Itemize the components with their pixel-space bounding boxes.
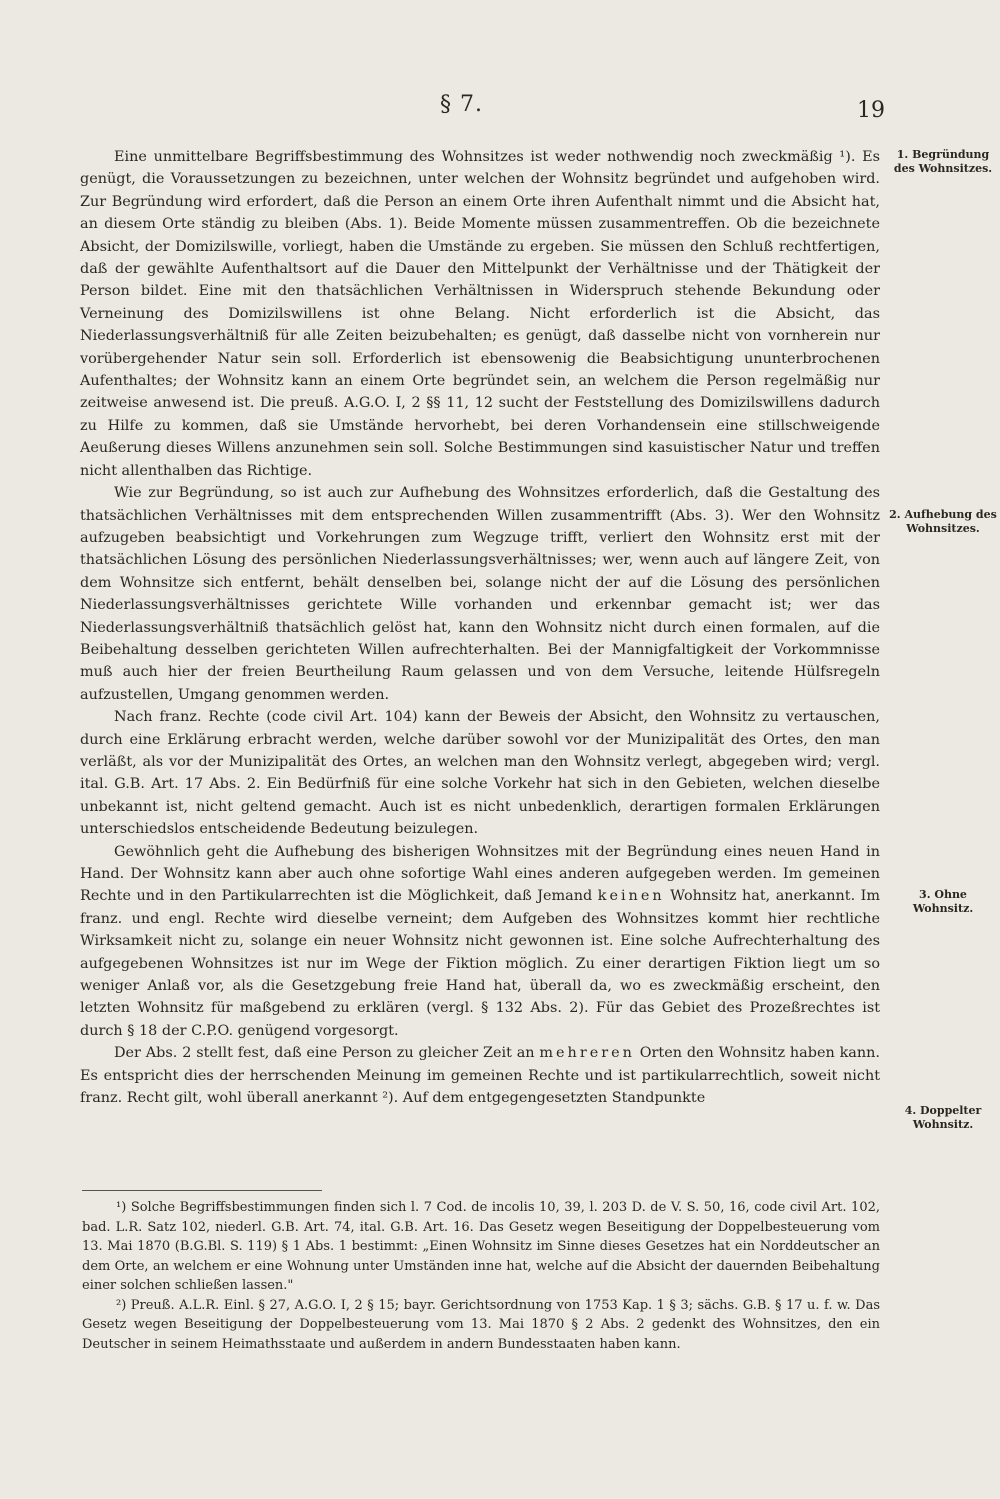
paragraph-doppelter-wohnsitz: Der Abs. 2 stellt fest, daß eine Person zu gleicher Zeit an mehreren Orten den Wohnsitz haben kann. Es entspricht dies der herrschenden Meinung im gemeinen Rechte und ist partikularrechtlich, soweit nicht franz. Recht gilt, wohl überall anerkannt ²). Auf dem entgegengesetzten Standpunkte — [80, 1045, 880, 1107]
margin-note-ohne-wohnsitz: 3. Ohne Wohnsitz. — [912, 888, 974, 915]
footnote-2: ²) Preuß. A.L.R. Einl. § 27, A.G.O. I, 2 § 15; bayr. Gerichtsordnung von 1753 Kap. 1 § 3; sächs. G.B. § 17 u. f. w. Das Gesetz wegen Beseitigung der Doppelbesteuerung vom 13. Mai 1870 § 2 Abs. 2 gedenkt des Wohnsitzes, den ein Deutscher in seinem Heimathsstaate und außerdem in andern Bundesstaaten haben kann. — [82, 1297, 880, 1352]
emphasis-keinen: keinen — [597, 888, 665, 905]
margin-note-doppelter-wohnsitz: 4. Doppelter Wohnsitz. — [904, 1104, 982, 1131]
paragraph-aufhebung: Wie zur Begründung, so ist auch zur Aufhebung des Wohnsitzes erforderlich, daß die Gestaltung des thatsächlichen Verhältnisses mit dem entsprechenden Willen zusammentrifft (Abs. 3). Wer den Wohnsitz aufzugeben beabsichtigt und Vorkehrungen zum Wegzuge trifft, verliert den Wohnsitz erst mit der thatsächlichen Lösung des persönlichen Niederlassungsverhältnisses; wer, wenn auch auf längere Zeit, von dem Wohnsitze sich entfernt, behält denselben bei, solange nicht der auf die Lösung des persönlichen Niederlassungsverhältnisses gerichtete Wille vorhanden und erkennbar gemacht ist; wer das Niederlassungsverhältniß thatsächlich gelöst hat, kann den Wohnsitz nicht durch einen formalen, auf die Beibehaltung desselben gerichteten Willen aufrechterhalten. Bei der Mannigfaltigkeit der Vorkommnisse muß auch hier der freien Beurtheilung Raum gelassen und von dem Versuche, leitende Hülfsregeln aufzustellen, Umgang genommen werden. — [80, 485, 880, 703]
paragraph-ohne-wohnsitz: Gewöhnlich geht die Aufhebung des bisherigen Wohnsitzes mit der Begründung eines neuen Hand in Hand. Der Wohnsitz kann aber auch ohne sofortige Wahl eines anderen aufgegeben werden. Im gemeinen Rechte und in den Partikularrechten ist die Möglichkeit, daß Jemand keinen Wohnsitz hat, anerkannt. Im franz. und engl. Rechte wird dieselbe verneint; dem Aufgeben des Wohnsitzes kommt hier rechtliche Wirksamkeit nicht zu, solange ein neuer Wohnsitz nicht gewonnen ist. Eine solche Aufrechterhaltung des aufgegebenen Wohnsitzes ist nur im Wege der Fiktion möglich. Zu einer derartigen Fiktion liegt um so weniger Anlaß vor, als die Gesetzgebung freie Hand hat, überall da, wo es zweckmäßig erscheint, den letzten Wohnsitz für maßgebend zu erklären (vergl. § 132 Abs. 2). Für das Gebiet des Prozeßrechtes ist durch § 18 der C.P.O. genügend vorgesorgt. — [80, 843, 880, 1039]
margin-note-begruendung: 1. Begründung des Wohnsitzes. — [893, 148, 993, 175]
main-text — [80, 146, 880, 1109]
footnote-1: ¹) Solche Begriffsbestimmungen finden sich l. 7 Cod. de incolis 10, 39, l. 203 D. de V. S. 50, 16, code civil Art. 102, bad. L.R. Satz 102, niederl. G.B. Art. 74, ital. G.B. Art. 16. Das Gesetz wegen Beseitigung der Doppelbesteuerung vom 13. Mai 1870 (B.G.Bl. S. 119) § 1 Abs. 1 bestimmt: „Einen Wohnsitz im Sinne dieses Gesetzes hat ein Norddeutscher an dem Orte, an welchem er eine Wohnung unter Umständen inne hat, welche auf die Absicht der dauernden Beibehaltung einer solchen schließen lassen." — [82, 1200, 880, 1293]
footnotes — [82, 1198, 880, 1354]
emphasis-mehreren: mehreren — [539, 1045, 635, 1062]
paragraph-franz-recht: Nach franz. Rechte (code civil Art. 104) kann der Beweis der Absicht, den Wohnsitz zu vertauschen, durch eine Erklärung erbracht werden, welche darüber sowohl vor der Munizipalität des Ortes, den man verläßt, als vor der Munizipalität des Ortes, an welchen man den Wohnsitz verlegt, abgegeben wird; vergl. ital. G.B. Art. 17 Abs. 2. Ein Bedürfniß für eine solche Vorkehr hat sich in den Gebieten, welchen dieselbe unbekannt ist, nicht geltend gemacht. Auch ist es nicht unbedenklich, derartigen formalen Erklärungen unterschiedslos entscheidende Bedeutung beizulegen. — [80, 709, 880, 838]
footnote-rule — [82, 1190, 322, 1191]
page-number: 19 — [857, 98, 885, 123]
margin-note-aufhebung: 2. Aufhebung des Wohnsitzes. — [889, 508, 997, 535]
paragraph-begruendung: Eine unmittelbare Begriffsbestimmung des Wohnsitzes ist weder nothwendig noch zweckmäßig ¹). Es genügt, die Voraussetzungen zu bezeichnen, unter welchen der Wohnsitz begründet und aufgehoben wird. Zur Begründung wird erfordert, daß die Person an einem Orte ihren Aufenthalt nimmt und die Absicht hat, an diesem Orte ständig zu bleiben (Abs. 1). Beide Momente müssen zusammentreffen. Ob die bezeichnete Absicht, der Domizilswille, vorliegt, haben die Umstände zu ergeben. Sie müssen den Schluß rechtfertigen, daß der gewählte Aufenthaltsort auf die Dauer den Mittelpunkt der Verhältnisse und der Thätigkeit der Person bildet. Eine mit den thatsächlichen Verhältnissen in Widerspruch stehende Bekundung oder Verneinung des Domizilswillens ist ohne Belang. Nicht erforderlich ist die Absicht, das Niederlassungsverhältniß für alle Zeiten beizubehalten; es genügt, daß dasselbe nicht von vornherein nur vorübergehender Natur sein soll. Erforderlich ist ebensowenig die Beabsichtigung ununterbrochenen Aufenthaltes; der Wohnsitz kann an einem Orte begründet sein, an welchem die Person regelmäßig nur zeitweise anwesend ist. Die preuß. A.G.O. I, 2 §§ 11, 12 sucht der Feststellung des Domizilswillens dadurch zu Hilfe zu kommen, daß sie Umstände hervorhebt, bei deren Vorhandensein eine stillschweigende Aeußerung dieses Willens anzunehmen sein soll. Solche Bestimmungen sind kasuistischer Natur und treffen nicht allenthalben das Richtige. — [80, 149, 880, 479]
section-heading: § 7. — [440, 92, 483, 117]
